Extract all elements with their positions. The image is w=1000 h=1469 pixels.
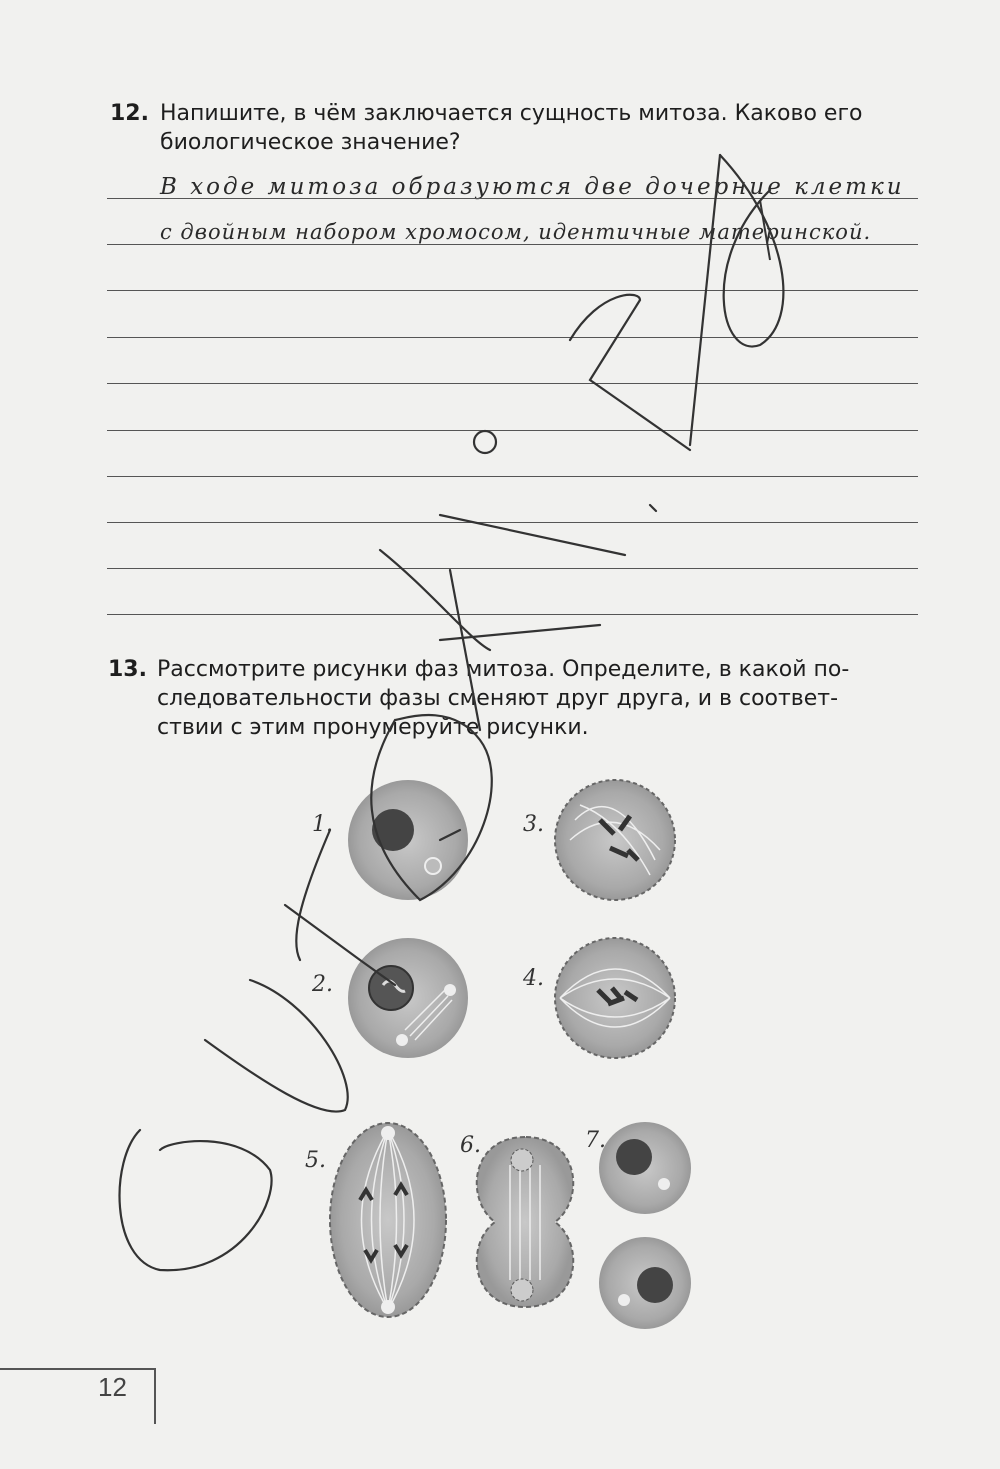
page-number: 12 — [98, 1372, 127, 1402]
figure-label-4: 4. — [523, 966, 544, 991]
figure-label-2: 2. — [312, 972, 333, 997]
cell-anaphase — [330, 1123, 446, 1317]
handwritten-answer-line-1: В ходе митоза образуются две дочерние клетки — [160, 174, 905, 200]
figure-label-1: 1. — [312, 812, 333, 837]
cell-telophase — [477, 1137, 573, 1307]
figure-label-6: 6. — [460, 1133, 481, 1158]
cell-metaphase — [555, 938, 675, 1058]
cell-prometaphase — [555, 780, 675, 900]
task-13-number: 13. — [108, 657, 147, 682]
page-number-frame-side — [154, 1368, 156, 1424]
page-number-frame-top — [0, 1368, 154, 1370]
task-12-question-line-1: Напишите, в чём заключается сущность митоза. Каково его — [160, 101, 863, 126]
cell-prophase — [348, 938, 468, 1058]
figure-label-5: 5. — [305, 1148, 326, 1173]
task-12-number: 12. — [110, 101, 149, 126]
task-12-question-line-2: биологическое значение? — [160, 130, 461, 155]
figure-label-3: 3. — [523, 812, 544, 837]
figure-label-7: 7. — [585, 1128, 606, 1153]
cell-daughter-cells — [599, 1122, 691, 1329]
task-13-question-line-3: ствии с этим пронумеруйте рисунки. — [157, 715, 589, 740]
handwritten-answer-line-2: с двойным набором хромосом, идентичные материнской. — [160, 220, 872, 244]
task-13-question-line-2: следовательности фазы сменяют друг друга, и в соответ- — [157, 686, 839, 711]
pencil-scribble — [120, 155, 784, 1270]
task-13-question-line-1: Рассмотрите рисунки фаз митоза. Определите, в какой по- — [157, 657, 850, 682]
cell-interphase-1 — [348, 780, 468, 900]
